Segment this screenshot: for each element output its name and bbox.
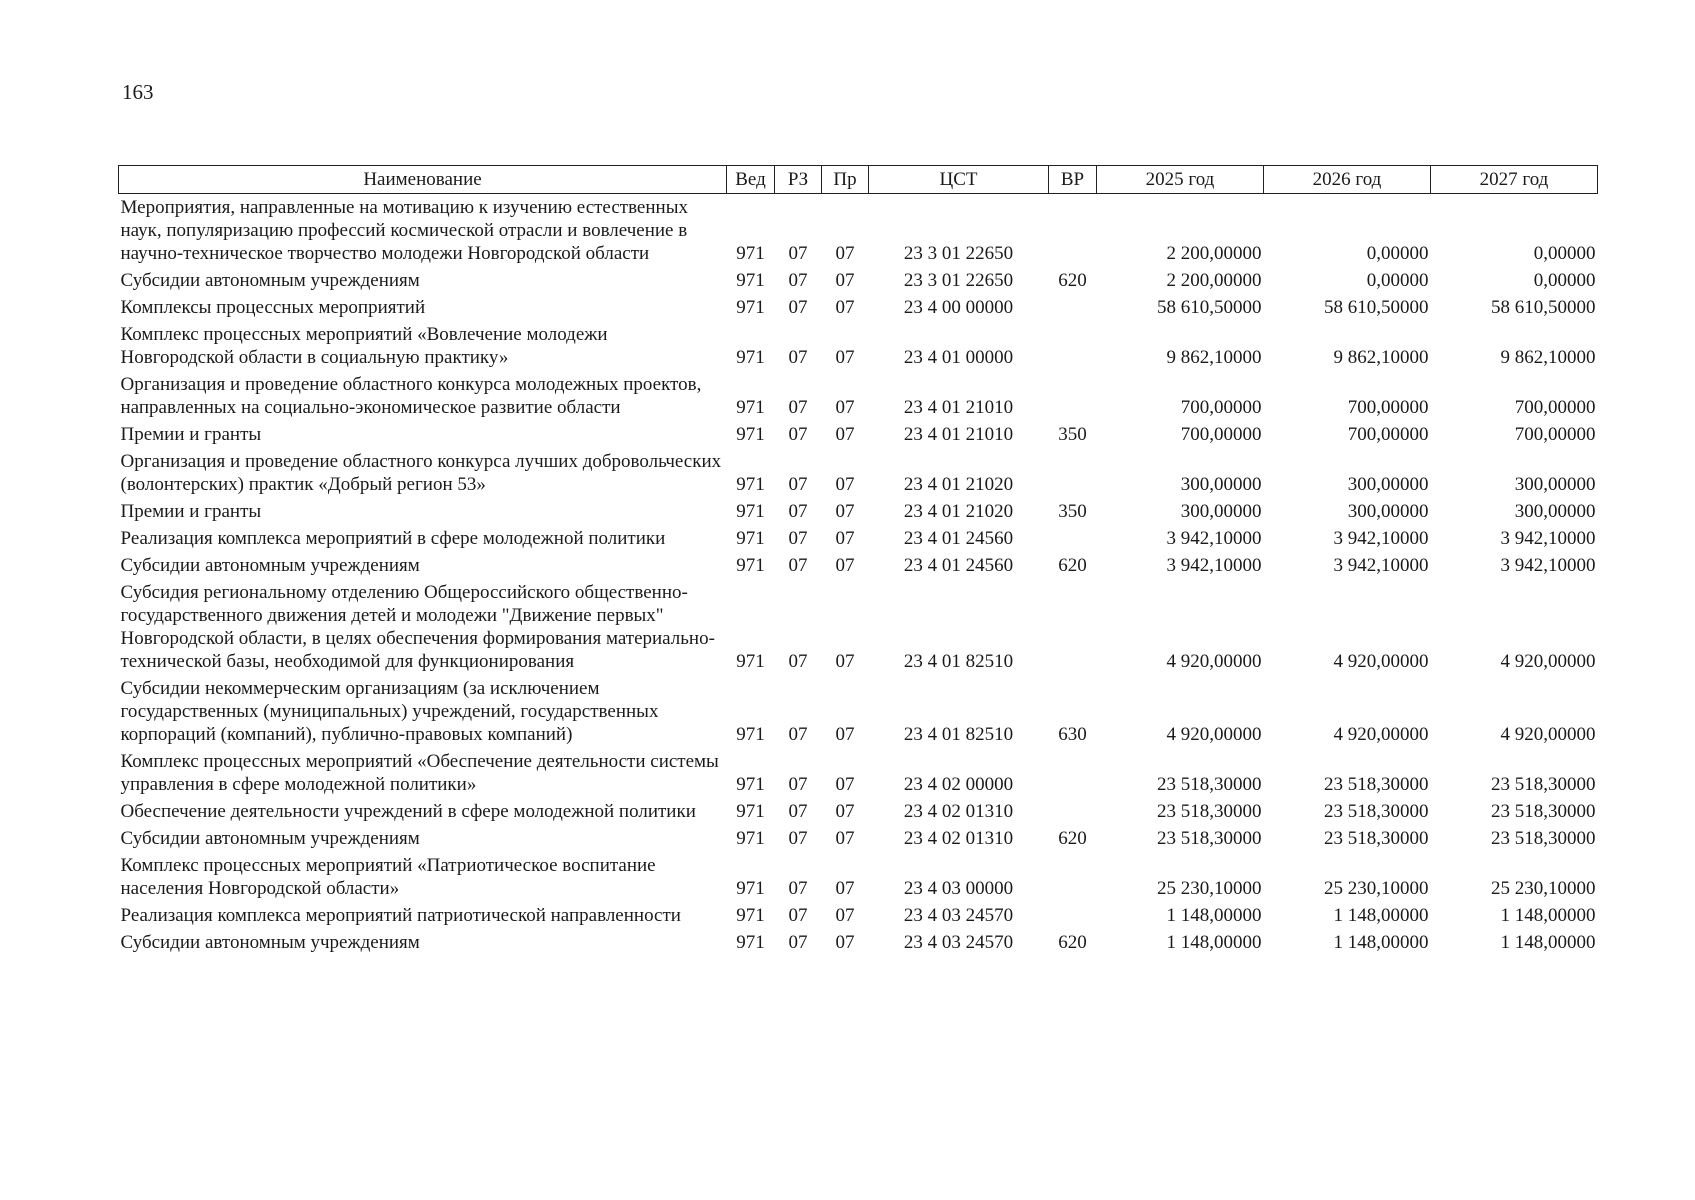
row-name: Организация и проведение областного конкурса лучших добровольческих (волонтерских) практик «Добрый регион 53» <box>120 451 722 495</box>
row-ved: 971 <box>736 528 765 549</box>
table-row <box>119 267 1598 294</box>
row-rz: 07 <box>788 651 808 672</box>
row-amount-2026: 23 518,30000 <box>1324 801 1429 822</box>
row-ved: 971 <box>736 347 765 368</box>
row-name: Организация и проведение областного конкурса молодежных проектов, направленных на социально-экономическое развитие области <box>120 374 702 418</box>
header-row <box>119 166 1598 194</box>
row-cst: 23 4 03 24570 <box>903 905 1014 926</box>
row-name: Премии и гранты <box>120 424 262 445</box>
row-amount-2025: 9 862,10000 <box>1166 347 1262 368</box>
table-row <box>119 579 1598 675</box>
row-amount-2027: 9 862,10000 <box>1500 347 1596 368</box>
row-amount-2025: 25 230,10000 <box>1157 878 1262 899</box>
header-cst: ЦСТ <box>869 166 1049 194</box>
row-ved: 971 <box>736 932 765 953</box>
row-amount-2026: 3 942,10000 <box>1333 528 1429 549</box>
table-row <box>119 552 1598 579</box>
row-cst: 23 4 03 24570 <box>903 932 1014 953</box>
row-vr <box>1049 321 1097 371</box>
row-rz: 07 <box>788 905 808 926</box>
row-amount-2026: 1 148,00000 <box>1333 932 1429 953</box>
row-cst: 23 4 01 24560 <box>903 555 1014 576</box>
row-name: Субсидии автономным учреждениям <box>120 270 420 291</box>
row-amount-2025: 300,00000 <box>1180 474 1262 495</box>
row-amount-2027: 0,00000 <box>1533 243 1596 264</box>
row-ved: 971 <box>736 878 765 899</box>
row-ved: 971 <box>736 774 765 795</box>
table-row <box>119 852 1598 902</box>
row-amount-2026: 700,00000 <box>1347 424 1429 445</box>
row-rz: 07 <box>788 801 808 822</box>
row-rz: 07 <box>788 347 808 368</box>
row-rz: 07 <box>788 270 808 291</box>
row-amount-2025: 300,00000 <box>1180 501 1262 522</box>
row-amount-2027: 700,00000 <box>1514 397 1596 418</box>
row-vr <box>1049 748 1097 798</box>
row-rz: 07 <box>788 724 808 745</box>
row-vr: 620 <box>1058 555 1087 576</box>
row-amount-2027: 0,00000 <box>1533 270 1596 291</box>
row-amount-2025: 23 518,30000 <box>1157 828 1262 849</box>
row-rz: 07 <box>788 397 808 418</box>
row-name: Мероприятия, направленные на мотивацию к изучению естественных наук, популяризацию профессий космической отрасли и вовлечение в научно-техническое творчество молодежи Новгородской области <box>120 197 688 264</box>
header-rz: РЗ <box>775 166 822 194</box>
row-name: Субсидии автономным учреждениям <box>120 555 420 576</box>
row-rz: 07 <box>788 424 808 445</box>
row-cst: 23 4 01 21010 <box>903 397 1014 418</box>
row-rz: 07 <box>788 878 808 899</box>
row-vr: 350 <box>1058 424 1087 445</box>
row-rz: 07 <box>788 932 808 953</box>
row-ved: 971 <box>736 651 765 672</box>
row-amount-2025: 23 518,30000 <box>1157 801 1262 822</box>
row-name: Субсидия региональному отделению Общероссийского общественно-государственного движения детей и молодежи "Движение первых" Новгородской области, в целях обеспечения формирования материально-технической базы, необходимой для функционирования <box>120 582 715 672</box>
table-row <box>119 902 1598 929</box>
row-vr <box>1049 194 1097 268</box>
row-pr: 07 <box>835 774 855 795</box>
row-amount-2026: 23 518,30000 <box>1324 828 1429 849</box>
row-amount-2025: 700,00000 <box>1180 424 1262 445</box>
row-name: Реализация комплекса мероприятий патриотической направленности <box>120 905 681 926</box>
row-vr: 620 <box>1058 828 1087 849</box>
row-vr <box>1049 852 1097 902</box>
row-amount-2027: 700,00000 <box>1514 424 1596 445</box>
row-pr: 07 <box>835 297 855 318</box>
row-ved: 971 <box>736 724 765 745</box>
table-body <box>119 194 1598 957</box>
row-ved: 971 <box>736 243 765 264</box>
row-vr: 350 <box>1058 501 1087 522</box>
row-amount-2026: 300,00000 <box>1347 474 1429 495</box>
row-amount-2027: 23 518,30000 <box>1491 828 1596 849</box>
row-amount-2027: 23 518,30000 <box>1491 801 1596 822</box>
header-vr: ВР <box>1049 166 1097 194</box>
row-amount-2025: 23 518,30000 <box>1157 774 1262 795</box>
row-rz: 07 <box>788 828 808 849</box>
row-cst: 23 4 01 82510 <box>903 651 1014 672</box>
row-cst: 23 3 01 22650 <box>903 243 1014 264</box>
table-header <box>119 166 1598 194</box>
table-row <box>119 825 1598 852</box>
row-amount-2026: 0,00000 <box>1366 270 1429 291</box>
row-pr: 07 <box>835 724 855 745</box>
row-cst: 23 4 01 24560 <box>903 528 1014 549</box>
row-vr <box>1049 579 1097 675</box>
header-2025: 2025 год <box>1097 166 1264 194</box>
row-cst: 23 4 01 00000 <box>903 347 1014 368</box>
table-row <box>119 371 1598 421</box>
row-amount-2027: 4 920,00000 <box>1500 724 1596 745</box>
row-vr <box>1049 294 1097 321</box>
row-pr: 07 <box>835 555 855 576</box>
row-pr: 07 <box>835 801 855 822</box>
table-row <box>119 748 1598 798</box>
row-amount-2027: 58 610,50000 <box>1491 297 1596 318</box>
row-ved: 971 <box>736 270 765 291</box>
row-amount-2025: 58 610,50000 <box>1157 297 1262 318</box>
row-amount-2027: 25 230,10000 <box>1491 878 1596 899</box>
row-amount-2027: 1 148,00000 <box>1500 932 1596 953</box>
row-amount-2026: 23 518,30000 <box>1324 774 1429 795</box>
row-cst: 23 4 02 01310 <box>903 801 1014 822</box>
row-rz: 07 <box>788 774 808 795</box>
row-pr: 07 <box>835 424 855 445</box>
row-amount-2026: 3 942,10000 <box>1333 555 1429 576</box>
row-cst: 23 4 01 21010 <box>903 424 1014 445</box>
row-amount-2026: 1 148,00000 <box>1333 905 1429 926</box>
row-pr: 07 <box>835 474 855 495</box>
row-amount-2027: 300,00000 <box>1514 501 1596 522</box>
row-vr <box>1049 448 1097 498</box>
row-amount-2025: 2 200,00000 <box>1166 270 1262 291</box>
table-row <box>119 498 1598 525</box>
row-amount-2027: 23 518,30000 <box>1491 774 1596 795</box>
row-name: Субсидии автономным учреждениям <box>120 932 420 953</box>
row-rz: 07 <box>788 243 808 264</box>
row-name: Субсидии некоммерческим организациям (за исключением государственных (муниципальных) учреждений, государственных корпораций (компаний), публично-правовых компаний) <box>120 678 659 745</box>
row-name: Премии и гранты <box>120 501 262 522</box>
row-ved: 971 <box>736 801 765 822</box>
budget-table <box>118 165 1598 956</box>
row-vr: 620 <box>1058 270 1087 291</box>
row-vr: 630 <box>1058 724 1087 745</box>
row-amount-2025: 4 920,00000 <box>1166 651 1262 672</box>
row-pr: 07 <box>835 397 855 418</box>
row-name: Реализация комплекса мероприятий в сфере молодежной политики <box>120 528 666 549</box>
row-amount-2025: 2 200,00000 <box>1166 243 1262 264</box>
row-ved: 971 <box>736 397 765 418</box>
row-amount-2026: 300,00000 <box>1347 501 1429 522</box>
row-name: Субсидии автономным учреждениям <box>120 828 420 849</box>
table-row <box>119 448 1598 498</box>
row-pr: 07 <box>835 347 855 368</box>
row-pr: 07 <box>835 651 855 672</box>
table-row <box>119 194 1598 268</box>
table-row <box>119 421 1598 448</box>
row-amount-2026: 700,00000 <box>1347 397 1429 418</box>
row-cst: 23 4 01 82510 <box>903 724 1014 745</box>
row-pr: 07 <box>835 878 855 899</box>
row-pr: 07 <box>835 905 855 926</box>
row-amount-2026: 0,00000 <box>1366 243 1429 264</box>
row-name: Комплекс процессных мероприятий «Вовлечение молодежи Новгородской области в социальную практику» <box>120 324 608 368</box>
row-amount-2026: 4 920,00000 <box>1333 651 1429 672</box>
row-vr: 620 <box>1058 932 1087 953</box>
row-cst: 23 4 00 00000 <box>903 297 1014 318</box>
header-2026: 2026 год <box>1264 166 1431 194</box>
row-cst: 23 4 02 00000 <box>903 774 1014 795</box>
row-amount-2025: 3 942,10000 <box>1166 528 1262 549</box>
row-amount-2026: 4 920,00000 <box>1333 724 1429 745</box>
table-row <box>119 525 1598 552</box>
row-amount-2027: 300,00000 <box>1514 474 1596 495</box>
row-cst: 23 4 03 00000 <box>903 878 1014 899</box>
row-pr: 07 <box>835 243 855 264</box>
header-name: Наименование <box>119 166 727 194</box>
row-cst: 23 4 01 21020 <box>903 501 1014 522</box>
row-amount-2027: 4 920,00000 <box>1500 651 1596 672</box>
row-amount-2025: 4 920,00000 <box>1166 724 1262 745</box>
row-name: Комплексы процессных мероприятий <box>120 297 426 318</box>
table-row <box>119 675 1598 748</box>
row-pr: 07 <box>835 501 855 522</box>
row-ved: 971 <box>736 297 765 318</box>
row-ved: 971 <box>736 501 765 522</box>
row-cst: 23 3 01 22650 <box>903 270 1014 291</box>
row-pr: 07 <box>835 932 855 953</box>
row-vr <box>1049 902 1097 929</box>
page-number: 163 <box>122 80 154 104</box>
row-amount-2026: 58 610,50000 <box>1324 297 1429 318</box>
row-amount-2027: 3 942,10000 <box>1500 528 1596 549</box>
row-amount-2026: 25 230,10000 <box>1324 878 1429 899</box>
row-amount-2025: 3 942,10000 <box>1166 555 1262 576</box>
row-amount-2027: 1 148,00000 <box>1500 905 1596 926</box>
row-pr: 07 <box>835 270 855 291</box>
row-amount-2025: 1 148,00000 <box>1166 905 1262 926</box>
table-row <box>119 294 1598 321</box>
row-amount-2025: 1 148,00000 <box>1166 932 1262 953</box>
row-name: Комплекс процессных мероприятий «Патриотическое воспитание населения Новгородской области» <box>120 855 656 899</box>
row-rz: 07 <box>788 501 808 522</box>
row-pr: 07 <box>835 828 855 849</box>
row-vr <box>1049 798 1097 825</box>
row-cst: 23 4 02 01310 <box>903 828 1014 849</box>
row-name: Комплекс процессных мероприятий «Обеспечение деятельности системы управления в сфере молодежной политики» <box>120 751 719 795</box>
header-ved: Вед <box>727 166 775 194</box>
row-rz: 07 <box>788 528 808 549</box>
header-pr: Пр <box>822 166 869 194</box>
table-row <box>119 929 1598 956</box>
row-vr <box>1049 371 1097 421</box>
row-cst: 23 4 01 21020 <box>903 474 1014 495</box>
row-ved: 971 <box>736 474 765 495</box>
row-amount-2025: 700,00000 <box>1180 397 1262 418</box>
row-ved: 971 <box>736 905 765 926</box>
row-rz: 07 <box>788 555 808 576</box>
row-amount-2026: 9 862,10000 <box>1333 347 1429 368</box>
row-name: Обеспечение деятельности учреждений в сфере молодежной политики <box>120 801 696 822</box>
row-ved: 971 <box>736 555 765 576</box>
row-pr: 07 <box>835 528 855 549</box>
row-rz: 07 <box>788 474 808 495</box>
row-ved: 971 <box>736 424 765 445</box>
table-row <box>119 798 1598 825</box>
row-vr <box>1049 525 1097 552</box>
row-rz: 07 <box>788 297 808 318</box>
row-amount-2027: 3 942,10000 <box>1500 555 1596 576</box>
table-row <box>119 321 1598 371</box>
header-2027: 2027 год <box>1431 166 1598 194</box>
row-ved: 971 <box>736 828 765 849</box>
